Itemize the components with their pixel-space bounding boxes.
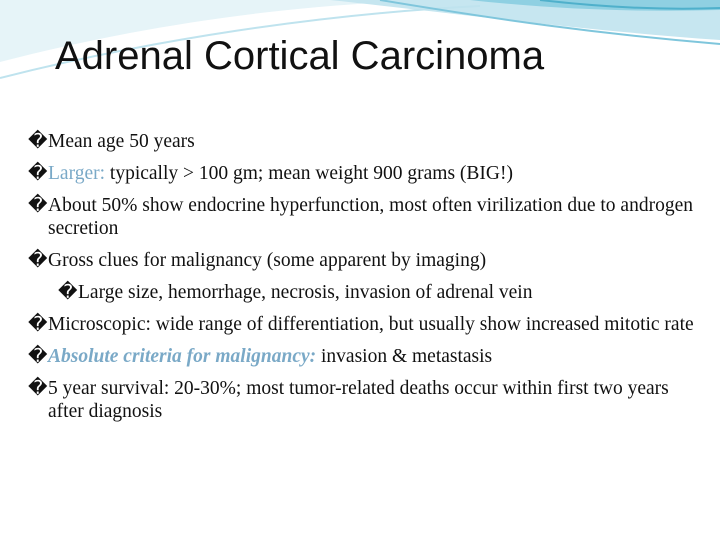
bullet-item	[28, 130, 708, 153]
bullet-list	[28, 130, 708, 432]
bullet-item	[28, 313, 708, 336]
bullet-text: typically > 100 gm; mean weight 900 grams (BIG!)	[105, 163, 513, 184]
bullet-icon: �	[28, 162, 48, 184]
bullet-item	[28, 194, 708, 240]
bullet-item	[28, 249, 708, 272]
bullet-icon: �	[58, 281, 78, 303]
bullet-text: invasion & metastasis	[316, 346, 493, 367]
bullet-text: About 50% show endocrine hyperfunction, most often virilization due to androgen secretion	[48, 195, 693, 239]
bullet-highlight: Larger:	[48, 163, 106, 184]
bullet-item	[28, 345, 708, 368]
bullet-icon: �	[28, 345, 48, 367]
slide-title: Adrenal Cortical Carcinoma	[55, 34, 545, 78]
sub-bullet-item	[28, 281, 708, 304]
bullet-item	[28, 162, 708, 185]
bullet-text: Large size, hemorrhage, necrosis, invasion of adrenal vein	[78, 282, 533, 303]
bullet-icon: �	[28, 313, 48, 335]
bullet-icon: �	[28, 377, 48, 399]
bullet-text: 5 year survival: 20-30%; most tumor-related deaths occur within first two years after diagnosis	[48, 378, 669, 422]
bullet-text: Mean age 50 years	[48, 131, 195, 152]
bullet-item	[28, 377, 708, 423]
bullet-text: Gross clues for malignancy (some apparent by imaging)	[48, 250, 487, 271]
bullet-icon: �	[28, 194, 48, 216]
bullet-icon: �	[28, 130, 48, 152]
bullet-text: Microscopic: wide range of differentiation, but usually show increased mitotic rate	[48, 314, 694, 335]
bullet-highlight: Absolute criteria for malignancy:	[48, 346, 317, 367]
bullet-icon: �	[28, 249, 48, 271]
